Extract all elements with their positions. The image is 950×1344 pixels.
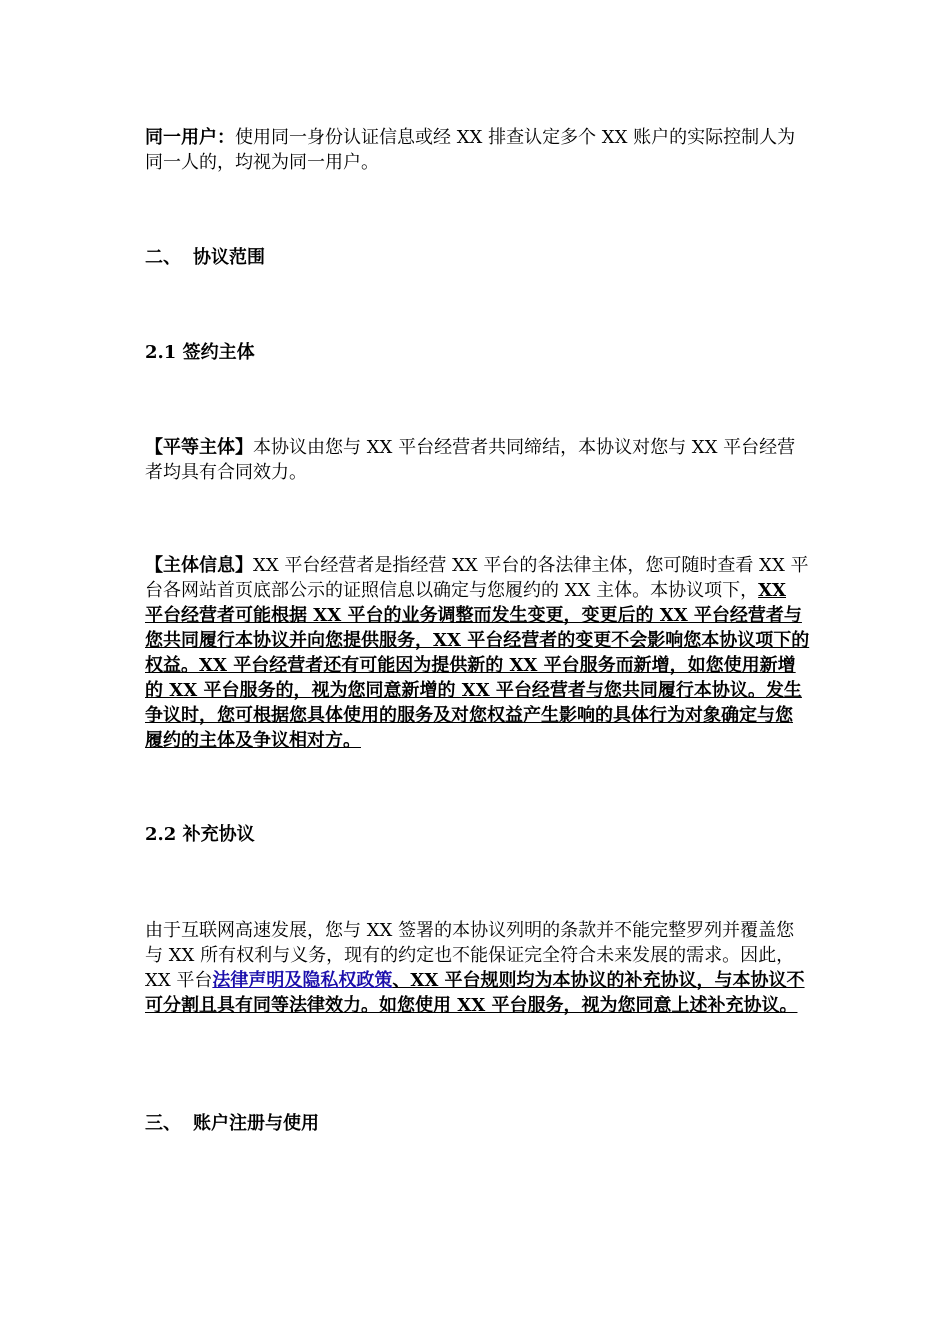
section-number: 二、 — [145, 247, 181, 268]
paragraph-underlined-text: XX 平台经营者可能根据 XX 平台的业务调整而发生变更，变更后的 XX 平台经营者与您共同履行本协议并向您提供服务，XX 平台经营者的变更不会影响您本协议项下的权益。XX 平台经营者还有可能因为提供新的 XX 平台服务而新增，如您使用新增的 XX 平台服务的，视为您同意新增的 XX 平台经营者与您共同履行本协议。发生争议时，您可根据您具体使用的服务及对您权益产生影响的具体行为对象确定与您履约的主体及争议相对方。 — [145, 580, 810, 751]
section-heading-2 — [145, 245, 810, 270]
definition-same-user — [145, 125, 810, 175]
section-heading-3 — [145, 1111, 810, 1136]
paragraph-label: 【主体信息】 — [145, 555, 253, 576]
term-colon: ： — [217, 127, 235, 148]
paragraph-supplementary — [145, 918, 810, 1018]
subsection-title: 2.1 签约主体 — [145, 342, 255, 363]
section-title: 协议范围 — [193, 247, 265, 268]
paragraph-text: 由于互联网高速发展，您与 XX 签署的本协议列明的条款并不能完整罗列并覆盖您与 XX 所有权利与义务，现有的约定也不能保证完全符合未来发展的需求。因此，XX 平台 — [145, 920, 795, 991]
term-text: 使用同一身份认证信息或经 XX 排查认定多个 XX 账户的实际控制人为同一人的，均视为同一用户。 — [145, 127, 796, 173]
paragraph-text: 本协议由您与 XX 平台经营者共同缔结，本协议对您与 XX 平台经营者均具有合同效力。 — [145, 437, 796, 483]
subsection-heading-2-2 — [145, 822, 810, 847]
subsection-title: 2.2 补充协议 — [145, 824, 255, 845]
paragraph-label: 【平等主体】 — [145, 437, 253, 458]
paragraph-party-info — [145, 553, 810, 753]
paragraph-text: XX 平台经营者是指经营 XX 平台的各法律主体，您可随时查看 XX 平台各网站首页底部公示的证照信息以确定与您履约的 XX 主体。本协议项下， — [145, 555, 809, 601]
section-title: 账户注册与使用 — [193, 1113, 319, 1134]
legal-privacy-policy-link[interactable]: 法律声明及隐私权政策 — [212, 970, 393, 991]
subsection-heading-2-1 — [145, 340, 810, 365]
term-label: 同一用户 — [145, 127, 217, 148]
paragraph-underlined-text: 、XX 平台规则均为本协议的补充协议，与本协议不可分割且具有同等法律效力。如您使用 XX 平台服务，视为您同意上述补充协议。 — [145, 970, 805, 1016]
paragraph-equal-party — [145, 435, 810, 485]
section-number: 三、 — [145, 1113, 181, 1134]
